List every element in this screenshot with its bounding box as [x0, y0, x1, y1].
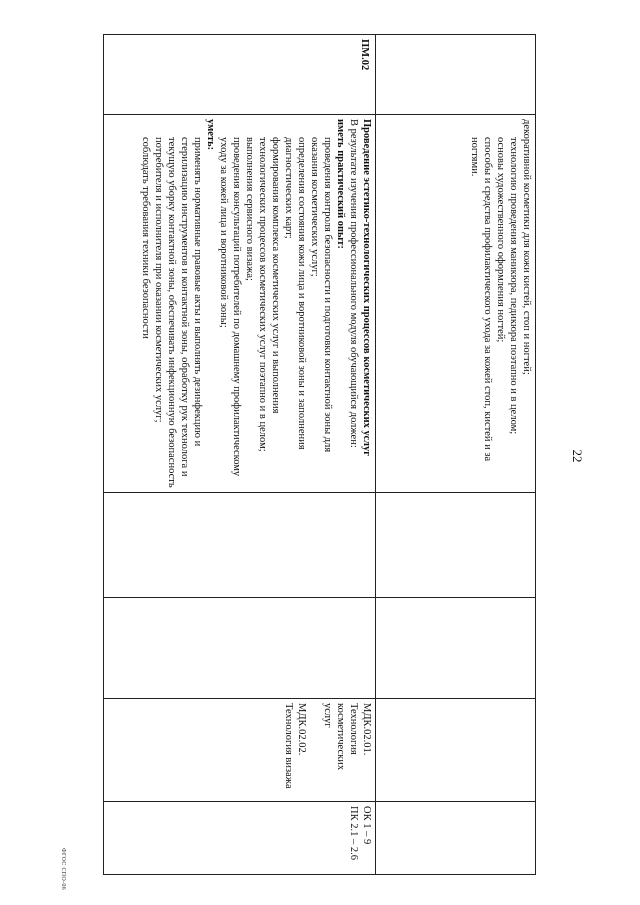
code-cell	[376, 35, 536, 115]
content-line: определения состояния кожи лица и воротниковой зоны и заполнения диагностических карт;	[283, 137, 307, 450]
competency-code: ПК 2.1 – 2.6	[348, 806, 359, 860]
mdk-cell	[376, 699, 536, 802]
content-line: основы художественного оформления ногтей;	[495, 137, 506, 343]
mdk-entry: МДК.02.02. Технология визажа	[283, 703, 307, 789]
empty-cell	[104, 598, 376, 699]
module-code-cell: ПМ.02	[104, 35, 376, 115]
table-row	[104, 35, 376, 875]
empty-cell	[376, 493, 536, 598]
content-line: применять нормативные правовые акты и выполнять дезинфекцию и стерилизацию инструментов и контактной зоны, обработку рук технолога и текущую уборку контактной зоны, обеспечивать инфекционную безопасность потребителя и исполнителя при оказании косметических услуг;	[153, 137, 203, 488]
content-line: проведения консультаций потребителей по домашнему профилактическому уходу за кожей лица и воротниковой зоны;	[218, 137, 242, 477]
content-line: декоративной косметики для кожи кистей, стоп и ногтей;	[521, 119, 532, 375]
content-line: способы и средства профилактического ухода за кожей стоп, кистей и за ногтями.	[469, 137, 493, 462]
content-line: В результате изучения профессионального модуля обучающийся должен:	[348, 119, 359, 448]
competencies-cell	[376, 802, 536, 875]
content-line: выполнения сервисного визажа;	[244, 137, 255, 281]
competency-code: ОК 1 – 9	[361, 806, 372, 845]
mdk-entry: МДК.02.01. Технология косметических услуг	[322, 703, 372, 771]
content-cell	[376, 115, 536, 493]
footer-code: ФГОС СПО-06	[60, 848, 66, 890]
mdk-cell	[104, 699, 376, 802]
content-line: проведения контроля безопасности и подготовки контактной зоны для оказания косметических услуг;	[309, 137, 333, 453]
competency-table	[103, 34, 536, 875]
content-line: технологию проведения маникюра, педикюра поэтапно и в целом;	[508, 137, 519, 435]
empty-cell	[104, 493, 376, 598]
table-row	[376, 35, 536, 875]
content-line: иметь практический опыт:	[335, 119, 346, 249]
content-line: Проведение эстетико-технологических процессов косметических услуг	[361, 119, 372, 457]
mdk-entry	[308, 703, 321, 797]
page-number: 22	[570, 449, 585, 463]
empty-cell	[376, 598, 536, 699]
content-line: формирования комплекса косметических услуг и выполнения технологических процессов косметических услуг поэтапно и в целом;	[257, 137, 281, 452]
competencies-cell	[104, 802, 376, 875]
content-cell	[104, 115, 376, 493]
content-line: уметь:	[205, 119, 216, 151]
content-line: соблюдать требования техники безопасности	[140, 137, 151, 339]
